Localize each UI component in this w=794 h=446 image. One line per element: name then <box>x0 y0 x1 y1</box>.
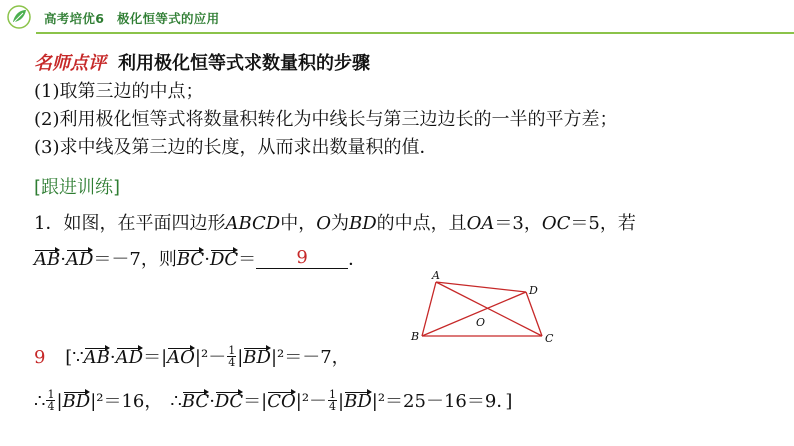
review-title-line <box>34 52 370 76</box>
solution-line-1: 9 [∵AB·AD＝|AO|²－ $\frac{1}{4}$ |BD|²＝－7， <box>34 343 350 369</box>
leaf-logo-icon <box>6 4 32 30</box>
header-divider <box>36 32 794 34</box>
practice-heading: [跟进训练] <box>34 177 121 198</box>
slide-header <box>0 0 794 36</box>
fraction-quarter: $\frac{1}{4}$ <box>228 343 236 369</box>
solution-line-2: ∴ $\frac{1}{4}$ |BD|²＝16， ∴BC·DC＝|CO|²－ $\frac{1}{4}$ |BD|²＝25－16＝9．] <box>34 387 513 413</box>
label-a: A <box>432 270 440 282</box>
review-step-1: (1)取第三边的中点； <box>34 81 204 102</box>
problem-line-1: 1．如图，在平面四边形ABCD中，O为BD的中点，且OA＝3，OC＝5，若 <box>34 213 636 234</box>
answer-blank: 9 <box>256 248 348 269</box>
review-step-2: (2)利用极化恒等式将数量积转化为中线长与第三边边长的一半的平方差； <box>34 109 618 130</box>
vector-ab: AB <box>34 249 61 270</box>
review-step-3: (3)求中线及第三边的长度，从而求出数量积的值． <box>34 137 438 158</box>
label-o: O <box>476 316 486 329</box>
lesson-title: 高考培优6 极化恒等式的应用 <box>44 11 220 26</box>
problem-line-2: AB·AD＝－7，则BC·DC＝ 9 ． <box>34 247 367 270</box>
vector-dc: DC <box>209 249 239 270</box>
review-badge: 名师点评 <box>34 53 106 74</box>
vector-ad: AD <box>65 249 94 270</box>
label-c: C <box>545 332 554 345</box>
review-title: 利用极化恒等式求数量积的步骤 <box>118 53 370 74</box>
edge-da <box>436 282 526 292</box>
label-b: B <box>411 330 420 343</box>
vector-bc: BC <box>176 249 205 270</box>
diagonal-ac <box>436 282 542 336</box>
edge-ab <box>422 282 436 336</box>
solution-answer: 9 <box>34 347 46 368</box>
label-d: D <box>529 284 538 297</box>
diagonal-bd <box>422 292 526 336</box>
quadrilateral-figure <box>410 270 560 350</box>
